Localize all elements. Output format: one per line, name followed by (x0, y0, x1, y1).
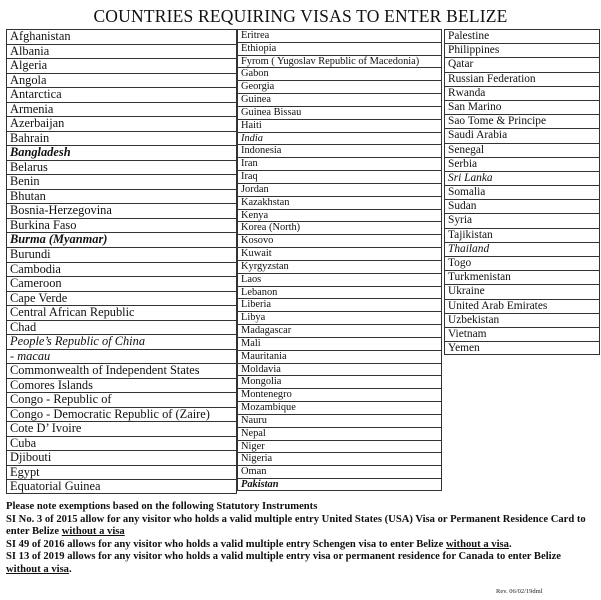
note-si-2019-end: . (68, 563, 72, 575)
note-si-2016-text: SI 49 of 2016 allows for any visitor who holds a valid multiple entry Schengen visa to enter Belize (6, 538, 446, 550)
country-column-2 (237, 29, 442, 491)
country-row: San Marino (445, 100, 599, 114)
country-row: Tajikistan (445, 228, 599, 242)
country-row: Nepal (238, 427, 441, 440)
country-row: Lebanon (238, 286, 441, 299)
country-row: Oman (238, 465, 441, 478)
country-row: Algeria (7, 58, 236, 73)
country-row: Cameroon (7, 276, 236, 291)
country-row: People’s Republic of China (7, 334, 236, 349)
country-row: Jordan (238, 183, 441, 196)
country-row: Palestine (445, 29, 599, 43)
country-row: United Arab Emirates (445, 299, 599, 313)
country-row: Mongolia (238, 375, 441, 388)
country-row: Cambodia (7, 262, 236, 277)
country-row: Libya (238, 311, 441, 324)
country-column-1 (6, 29, 237, 494)
country-row: Albania (7, 44, 236, 59)
country-row: Mozambique (238, 401, 441, 414)
country-row: Georgia (238, 80, 441, 93)
note-si-2016-end: . (508, 538, 512, 550)
country-row: Bhutan (7, 189, 236, 204)
country-row: Qatar (445, 57, 599, 71)
country-row: Niger (238, 440, 441, 453)
country-row: Burkina Faso (7, 218, 236, 233)
notes-intro: Please note exemptions based on the following Statutory Instruments (6, 501, 318, 512)
country-row: Madagascar (238, 324, 441, 337)
country-row: Nigeria (238, 452, 441, 465)
country-row: India (238, 132, 441, 145)
country-row: Comores Islands (7, 378, 236, 393)
country-row: Kosovo (238, 234, 441, 247)
country-row: Benin (7, 174, 236, 189)
country-row: Vietnam (445, 327, 599, 341)
country-row: Ethiopia (238, 42, 441, 55)
country-row: Congo - Democratic Republic of (Zaire) (7, 407, 236, 422)
country-row: Nauru (238, 414, 441, 427)
country-row: Haiti (238, 119, 441, 132)
country-row: Syria (445, 213, 599, 227)
country-row: Angola (7, 73, 236, 88)
country-row: Bosnia-Herzegovina (7, 203, 236, 218)
country-row: Russian Federation (445, 72, 599, 86)
country-row: Kuwait (238, 247, 441, 260)
country-row: Eritrea (238, 29, 441, 42)
country-row: Armenia (7, 102, 236, 117)
country-row: Serbia (445, 157, 599, 171)
page-title: COUNTRIES REQUIRING VISAS TO ENTER BELIZE (93, 6, 508, 26)
country-row: Mali (238, 337, 441, 350)
country-row: Sri Lanka (445, 171, 599, 185)
country-row: Laos (238, 273, 441, 286)
note-si-2016-underline: without a visa (445, 538, 509, 550)
country-row: Montenegro (238, 388, 441, 401)
country-row: Ukraine (445, 284, 599, 298)
country-row: Togo (445, 256, 599, 270)
country-row: Gabon (238, 67, 441, 80)
country-row: Central African Republic (7, 305, 236, 320)
note-si-2019-text: SI 13 of 2019 allows for any visitor who holds a valid multiple entry visa or permanent residence for Canada to enter Belize (6, 551, 561, 563)
country-row: Egypt (7, 465, 236, 480)
country-row: Saudi Arabia (445, 128, 599, 142)
country-row: Philippines (445, 43, 599, 57)
country-row: Chad (7, 320, 236, 335)
revision-label: Rev. 06/02/19dml (496, 588, 543, 595)
country-row: Burundi (7, 247, 236, 262)
country-row: Guinea (238, 93, 441, 106)
country-row: Thailand (445, 242, 599, 256)
country-row: Antarctica (7, 87, 236, 102)
country-row: Yemen (445, 341, 599, 355)
country-row: Senegal (445, 143, 599, 157)
note-si-2019 (6, 551, 596, 576)
country-row: Cuba (7, 436, 236, 451)
country-column-3 (444, 29, 600, 355)
country-row: Moldavia (238, 363, 441, 376)
country-row: Korea (North) (238, 221, 441, 234)
country-row: Somalia (445, 185, 599, 199)
note-si-2016 (6, 539, 596, 552)
country-row: Iran (238, 157, 441, 170)
country-row: Indonesia (238, 144, 441, 157)
country-row: Belarus (7, 160, 236, 175)
country-row: Cote D’ Ivoire (7, 421, 236, 436)
country-row: Equatorial Guinea (7, 479, 236, 494)
country-row: Congo - Republic of (7, 392, 236, 407)
country-row: Rwanda (445, 86, 599, 100)
country-row: Bangladesh (7, 145, 236, 160)
country-row: Iraq (238, 170, 441, 183)
country-row: Djibouti (7, 450, 236, 465)
country-row: Kenya (238, 209, 441, 222)
country-row: Uzbekistan (445, 313, 599, 327)
country-row: Afghanistan (7, 29, 236, 44)
country-row: Cape Verde (7, 291, 236, 306)
country-row: Pakistan (238, 478, 441, 491)
country-row: Fyrom ( Yugoslav Republic of Macedonia) (238, 55, 441, 68)
country-row: Bahrain (7, 131, 236, 146)
country-row: Kazakhstan (238, 196, 441, 209)
country-row: - macau (7, 349, 236, 364)
country-row: Liberia (238, 298, 441, 311)
note-si-2019-underline: without a visa (6, 563, 69, 575)
country-row: Commonwealth of Independent States (7, 363, 236, 378)
note-si-2015-underline: without a visa (61, 526, 125, 538)
country-row: Kyrgyzstan (238, 260, 441, 273)
country-row: Turkmenistan (445, 270, 599, 284)
note-si-2015 (6, 514, 596, 539)
note-si-2015-text: SI No. 3 of 2015 allow for any visitor who holds a valid multiple entry United States (USA) Visa or Permanent Residence Card to enter Belize (6, 513, 586, 538)
country-row: Burma (Myanmar) (7, 232, 236, 247)
country-row: Sudan (445, 199, 599, 213)
country-row: Azerbaijan (7, 116, 236, 131)
exemption-notes (6, 501, 596, 577)
country-row: Sao Tome & Principe (445, 114, 599, 128)
country-row: Guinea Bissau (238, 106, 441, 119)
country-row: Mauritania (238, 350, 441, 363)
